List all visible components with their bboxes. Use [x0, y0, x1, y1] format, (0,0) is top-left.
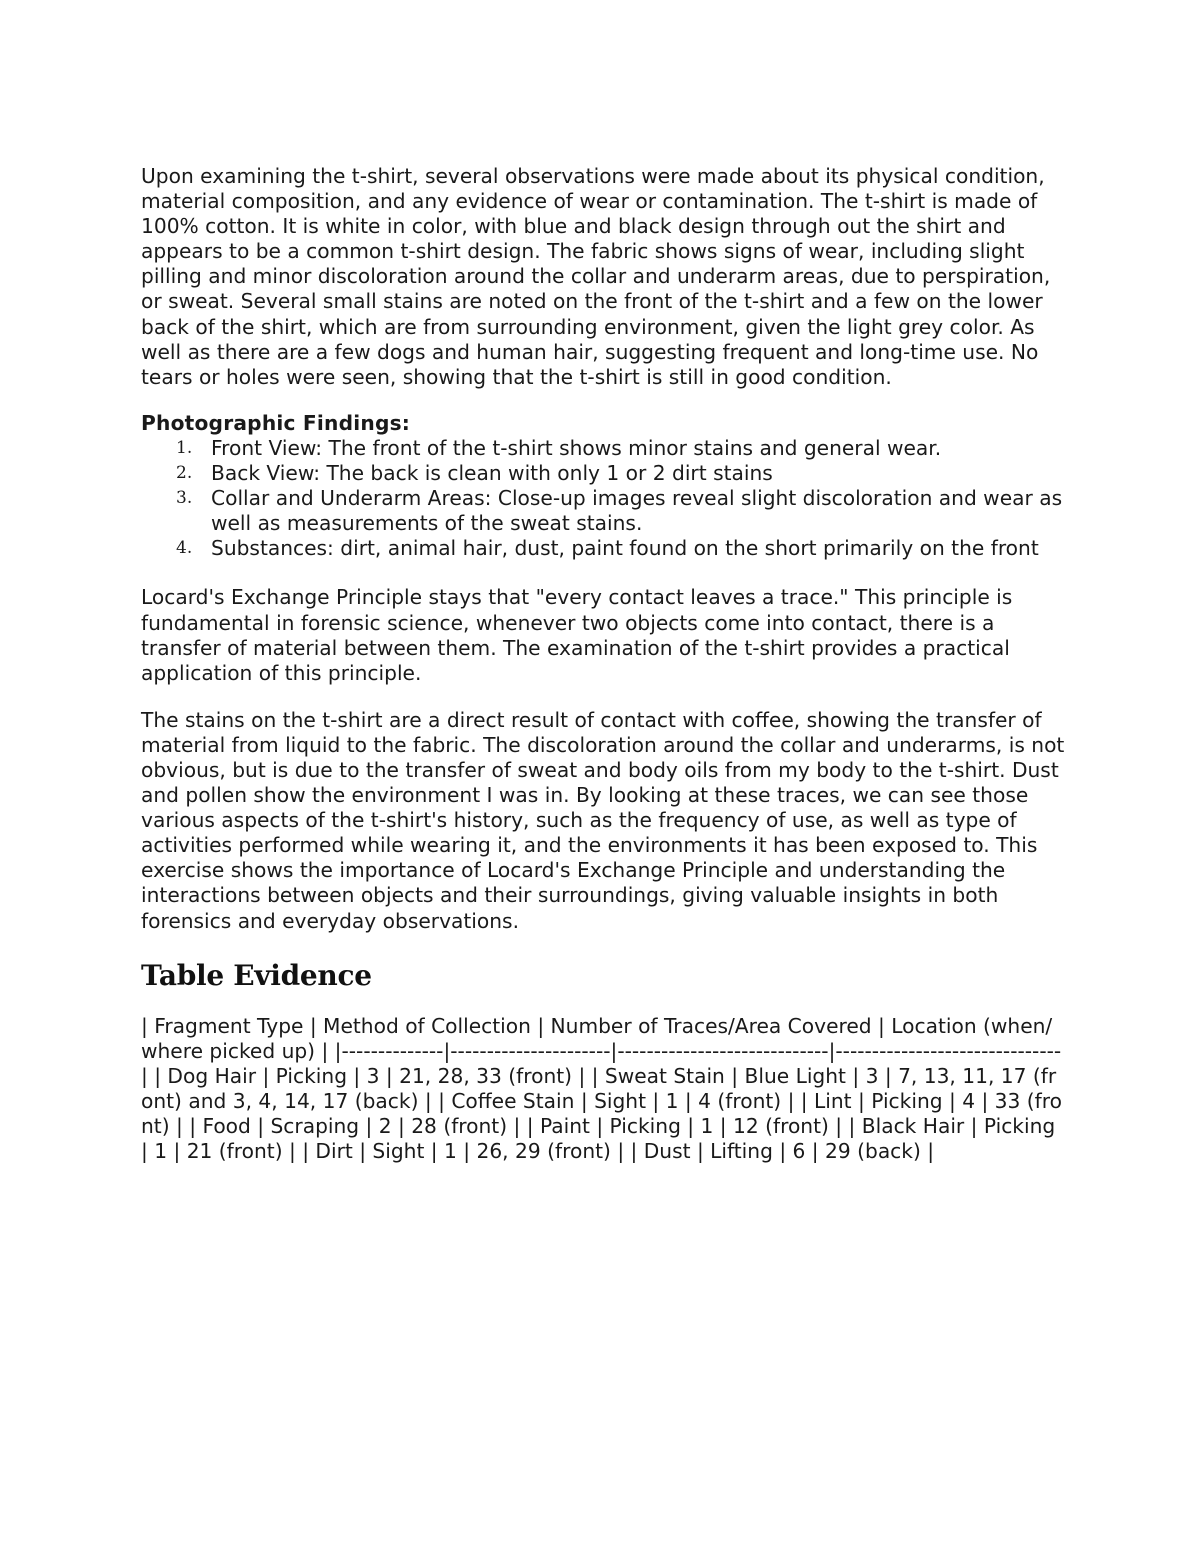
- list-item-text: Front View: The front of the t-shirt shows minor stains and general wear.: [211, 435, 942, 460]
- list-item-text: Substances: dirt, animal hair, dust, paint found on the short primarily on the front: [211, 536, 1039, 561]
- list-item-number: 3.: [176, 488, 193, 509]
- list-item-text: Collar and Underarm Areas: Close-up images reveal slight discoloration and wear as well as measurements of the sweat stains.: [211, 486, 1063, 536]
- photographic-findings-heading: Photographic Findings:: [141, 410, 411, 435]
- list-item-number: 2.: [176, 463, 193, 484]
- document-page: [141, 164, 1066, 1164]
- findings-list-item: [141, 436, 1066, 461]
- intro-paragraph: Upon examining the t-shirt, several observations were made about its physical condition, material composition, and any evidence of wear or contamination. The t-shirt is made of 100% cotton. It is white in color, with blue and black design through out the shirt and appears to be a common t-shirt design. The fabric shows signs of wear, including slight pilling and minor discoloration around the collar and underarm areas, due to perspiration, or sweat. Several small stains are noted on the front of the t-shirt and a few on the lower back of the shirt, which are from surrounding environment, given the light grey color. As well as there are a few dogs and human hair, suggesting frequent and long-time use. No tears or holes were seen, showing that the t-shirt is still in good condition.: [141, 164, 1051, 389]
- locard-paragraph: Locard's Exchange Principle stays that "every contact leaves a trace." This principle is fundamental in forensic science, whenever two objects come into contact, there is a transfer of material between them. The examination of the t-shirt provides a practical application of this principle.: [141, 585, 1013, 685]
- findings-list-item: [141, 461, 1066, 486]
- table-evidence-text: | Fragment Type | Method of Collection | Number of Traces/Area Covered | Location (when/where picked up) | |--------------|----------------------|-----------------------------|-------------------------------| | Dog Hair | Picking | 3 | 21, 28, 33 (front) | | Sweat Stain | Blue Light | 3 | 7, 13, 11, 17 (front) and 3, 4, 14, 17 (back) | | Coffee Stain | Sight | 1 | 4 (front) | | Lint | Picking | 4 | 33 (front) | | Food | Scraping | 2 | 28 (front) | | Paint | Picking | 1 | 12 (front) | | Black Hair | Picking | 1 | 21 (front) | | Dirt | Sight | 1 | 26, 29 (front) | | Dust | Lifting | 6 | 29 (back) |: [141, 1013, 1062, 1164]
- findings-list-item: [141, 486, 1066, 536]
- stains-paragraph: The stains on the t-shirt are a direct result of contact with coffee, showing the transfer of material from liquid to the fabric. The discoloration around the collar and underarms, is not obvious, but is due to the transfer of sweat and body oils from my body to the t-shirt. Dust and pollen show the environment I was in. By looking at these traces, we can see those various aspects of the t-shirt's history, such as the frequency of use, as well as type of activities performed while wearing it, and the environments it has been exposed to. This exercise shows the importance of Locard's Exchange Principle and understanding the interactions between objects and their surroundings, giving valuable insights in both forensics and everyday observations.: [141, 707, 1065, 933]
- list-item-number: 4.: [176, 538, 193, 559]
- list-item-number: 1.: [176, 437, 193, 458]
- findings-list-item: [141, 536, 1066, 561]
- list-item-text: Back View: The back is clean with only 1 or 2 dirt stains: [211, 461, 773, 486]
- photographic-findings-list: [141, 436, 1066, 561]
- table-evidence-heading: Table Evidence: [141, 958, 372, 992]
